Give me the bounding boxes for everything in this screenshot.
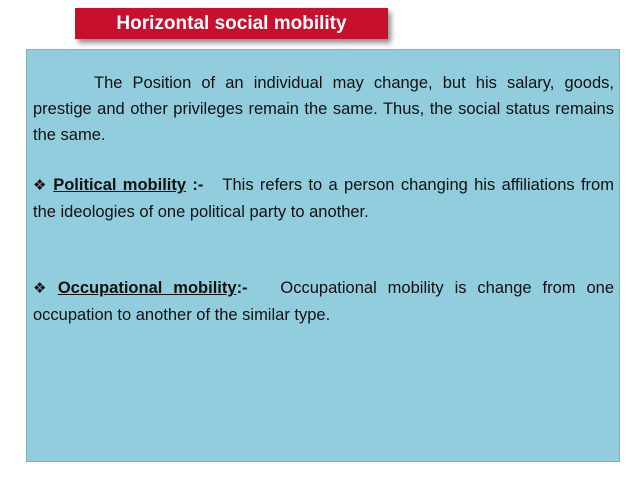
- slide-title: Horizontal social mobility: [116, 12, 347, 34]
- occupational-mobility-text: Occupational mobility is change from one occupation to another of the similar type.: [33, 279, 614, 324]
- content-box: [26, 49, 620, 462]
- slide-title-banner: [75, 8, 388, 39]
- term-political-mobility: Political mobility: [53, 176, 187, 194]
- term-occupational-mobility: Occupational mobility: [57, 279, 237, 297]
- political-mobility-text: This refers to a person changing his affiliations from the ideologies of one political party to another.: [33, 176, 614, 221]
- bullet-item-occupational: [33, 275, 614, 328]
- intro-paragraph: [33, 70, 614, 148]
- term-separator: :-: [186, 176, 204, 194]
- diamond-bullet-icon: ❖: [33, 177, 49, 194]
- bullet-item-political: [33, 172, 614, 225]
- intro-text: The Position of an individual may change, but his salary, goods, prestige and other privileges remain the same. Thus, the social status remains the same.: [33, 74, 614, 144]
- term-separator: :-: [236, 279, 248, 297]
- diamond-bullet-icon: ❖: [33, 280, 53, 297]
